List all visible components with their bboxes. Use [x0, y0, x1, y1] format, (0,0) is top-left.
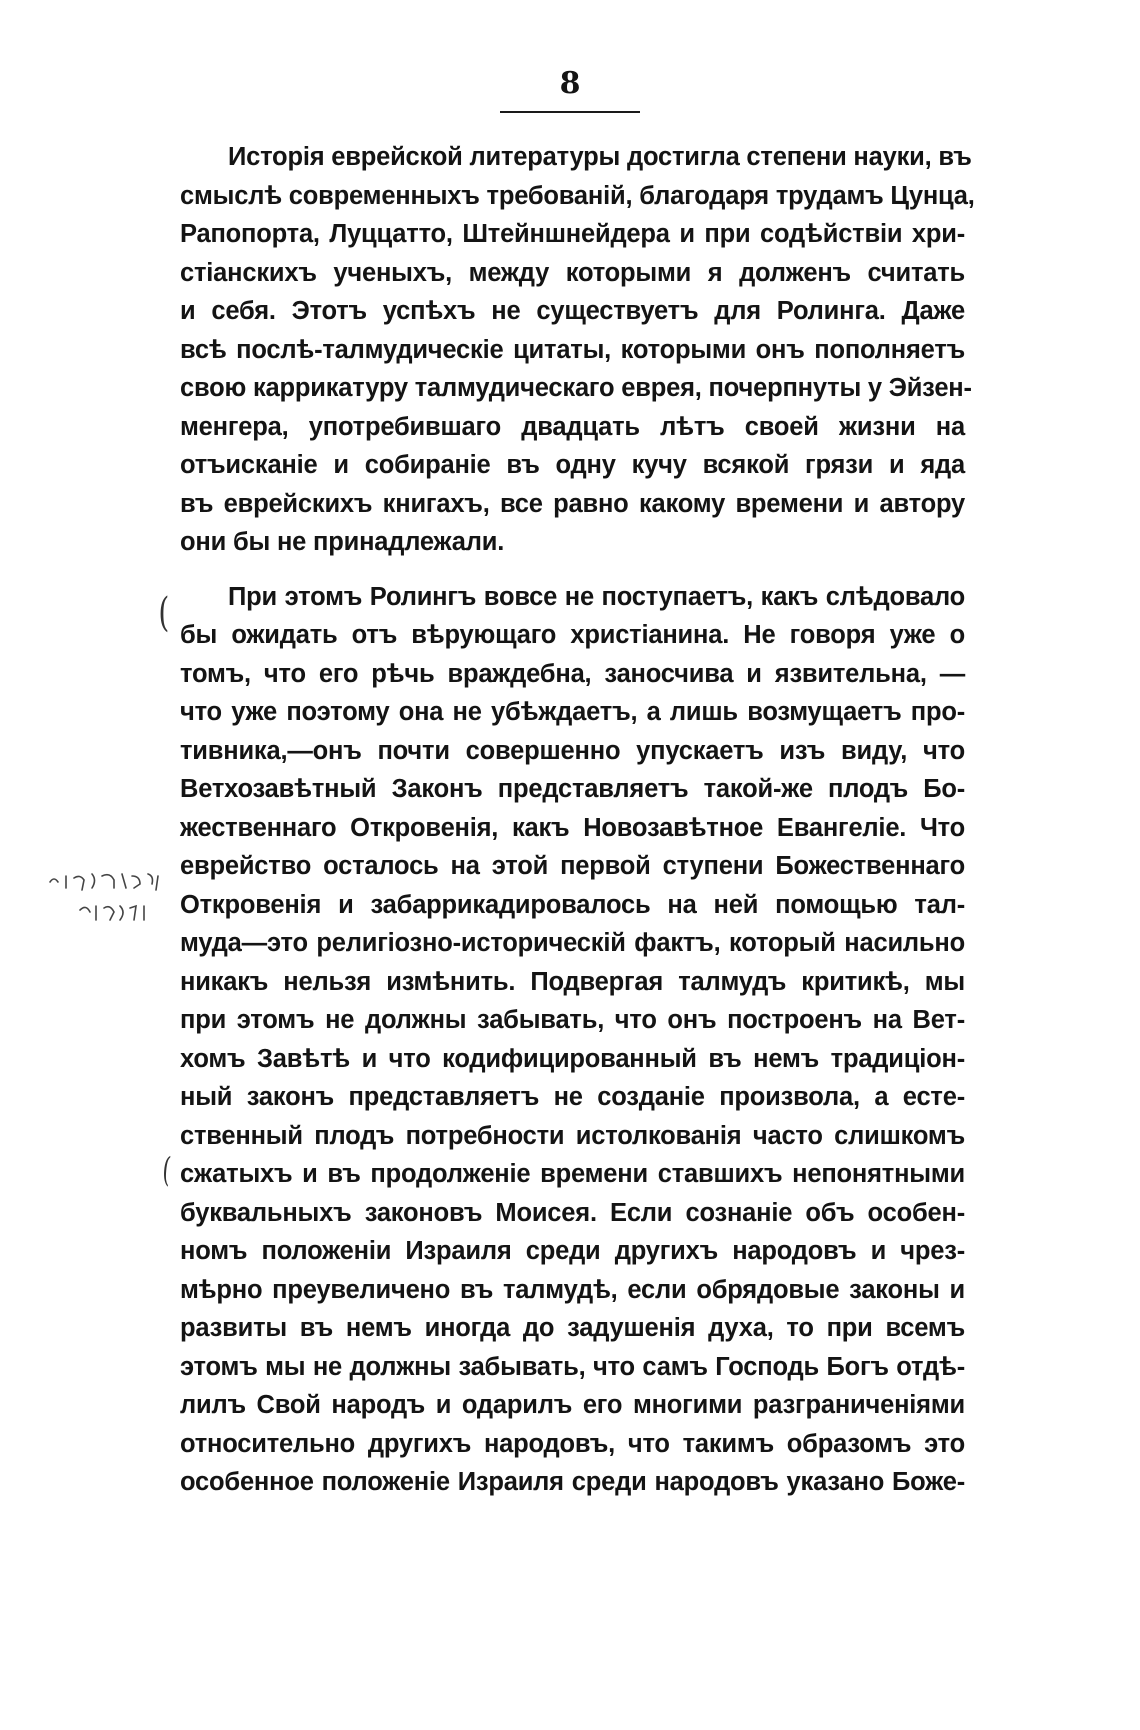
- text-line: отъисканіе и собираніе въ одну кучу всякой грязи и яда: [180, 451, 965, 479]
- text-line: Откровенія и забаррикадировалось на ней помощью тал-: [180, 890, 965, 919]
- text-line: тивника,—онъ почти совершенно упускаетъ изъ виду, что: [180, 736, 965, 765]
- handwritten-hebrew-note-icon: [40, 862, 180, 942]
- text-line: жественнаго Откровенія, какъ Новозавѣтное Евангеліе. Что: [180, 813, 965, 842]
- text-line: развиты въ немъ иногда до задушенія духа, то при всемъ: [180, 1314, 965, 1342]
- text-line: муда—это религіозно-историческій фактъ, который насильно: [180, 929, 965, 957]
- text-line: этомъ мы не должны забывать, что самъ Господь Богъ отдѣ-: [180, 1352, 965, 1381]
- text-line: ственный плодъ потребности истолкованія часто слишкомъ: [180, 1121, 965, 1150]
- text-line: бы ожидать отъ вѣрующаго христіанина. Не говоря уже о: [180, 621, 965, 649]
- text-line: свою каррикатуру талмудическаго еврея, почерпнуты у Эйзен-: [180, 374, 972, 402]
- text-line: номъ положеніи Израиля среди другихъ народовъ и чрез-: [180, 1237, 965, 1265]
- text-line: смыслѣ современныхъ требованій, благодаря трудамъ Цунца,: [180, 181, 975, 210]
- text-line: и себя. Этотъ успѣхъ не существуетъ для Ролинга. Даже: [180, 297, 965, 325]
- text-line: мѣрно преувеличено въ талмудѣ, если обрядовые законы и: [180, 1275, 965, 1304]
- margin-parenthesis-mark: (: [161, 1149, 173, 1191]
- text-line: При этомъ Ролингъ вовсе не поступаетъ, какъ слѣдовало: [228, 582, 965, 611]
- text-line: въ еврейскихъ книгахъ, все равно какому времени и автору: [180, 489, 965, 518]
- text-line: менгера, употребившаго двадцать лѣтъ своей жизни на: [180, 412, 965, 441]
- text-line: сжатыхъ и въ продолженіе времени ставшихъ непонятными: [180, 1160, 965, 1188]
- paragraph-spacer: [180, 562, 965, 578]
- text-line: буквальныхъ законовъ Моисея. Если сознаніе объ особен-: [180, 1198, 965, 1227]
- text-line: Исторія еврейской литературы достигла степени науки, въ: [228, 143, 972, 171]
- text-line: никакъ нельзя измѣнить. Подвергая талмудъ критикѣ, мы: [180, 967, 965, 996]
- text-line: они бы не принадлежали.: [180, 528, 505, 556]
- text-line: особенное положеніе Израиля среди народовъ указано Боже-: [180, 1468, 965, 1496]
- text-line: Рапопорта, Луццатто, Штейншнейдера и при содѣйствіи хри-: [180, 220, 965, 248]
- body-text: [180, 138, 975, 1502]
- text-line: ный законъ представляетъ не созданіе произвола, а есте-: [180, 1083, 965, 1111]
- paragraph-2: [180, 578, 965, 1502]
- text-line: еврейство осталось на этой первой ступени Божественнаго: [180, 852, 965, 880]
- text-line: всѣ послѣ-талмудическіе цитаты, которыми онъ пополняетъ: [180, 335, 965, 364]
- text-line: Ветхозавѣтный Законъ представляетъ такой-же плодъ Бо-: [180, 775, 965, 803]
- text-line: при этомъ не должны забывать, что онъ построенъ на Вет-: [180, 1006, 965, 1034]
- text-line: что уже поэтому она не убѣждаетъ, а лишь возмущаетъ про-: [180, 698, 965, 726]
- margin-parenthesis-mark: (: [158, 590, 170, 636]
- text-line: лилъ Свой народъ и одарилъ его многими разграниченіями: [180, 1391, 965, 1419]
- text-line: томъ, что его рѣчь враждебна, заносчива и язвительна, —: [180, 659, 965, 688]
- text-line: стіанскихъ ученыхъ, между которыми я долженъ считать: [180, 258, 965, 287]
- text-line: относительно другихъ народовъ, что такимъ образомъ это: [180, 1429, 965, 1458]
- paragraph-1: [180, 138, 975, 562]
- page-number: 8: [500, 66, 640, 113]
- text-line: хомъ Завѣтѣ и что кодифицированный въ немъ традиціон-: [180, 1044, 965, 1073]
